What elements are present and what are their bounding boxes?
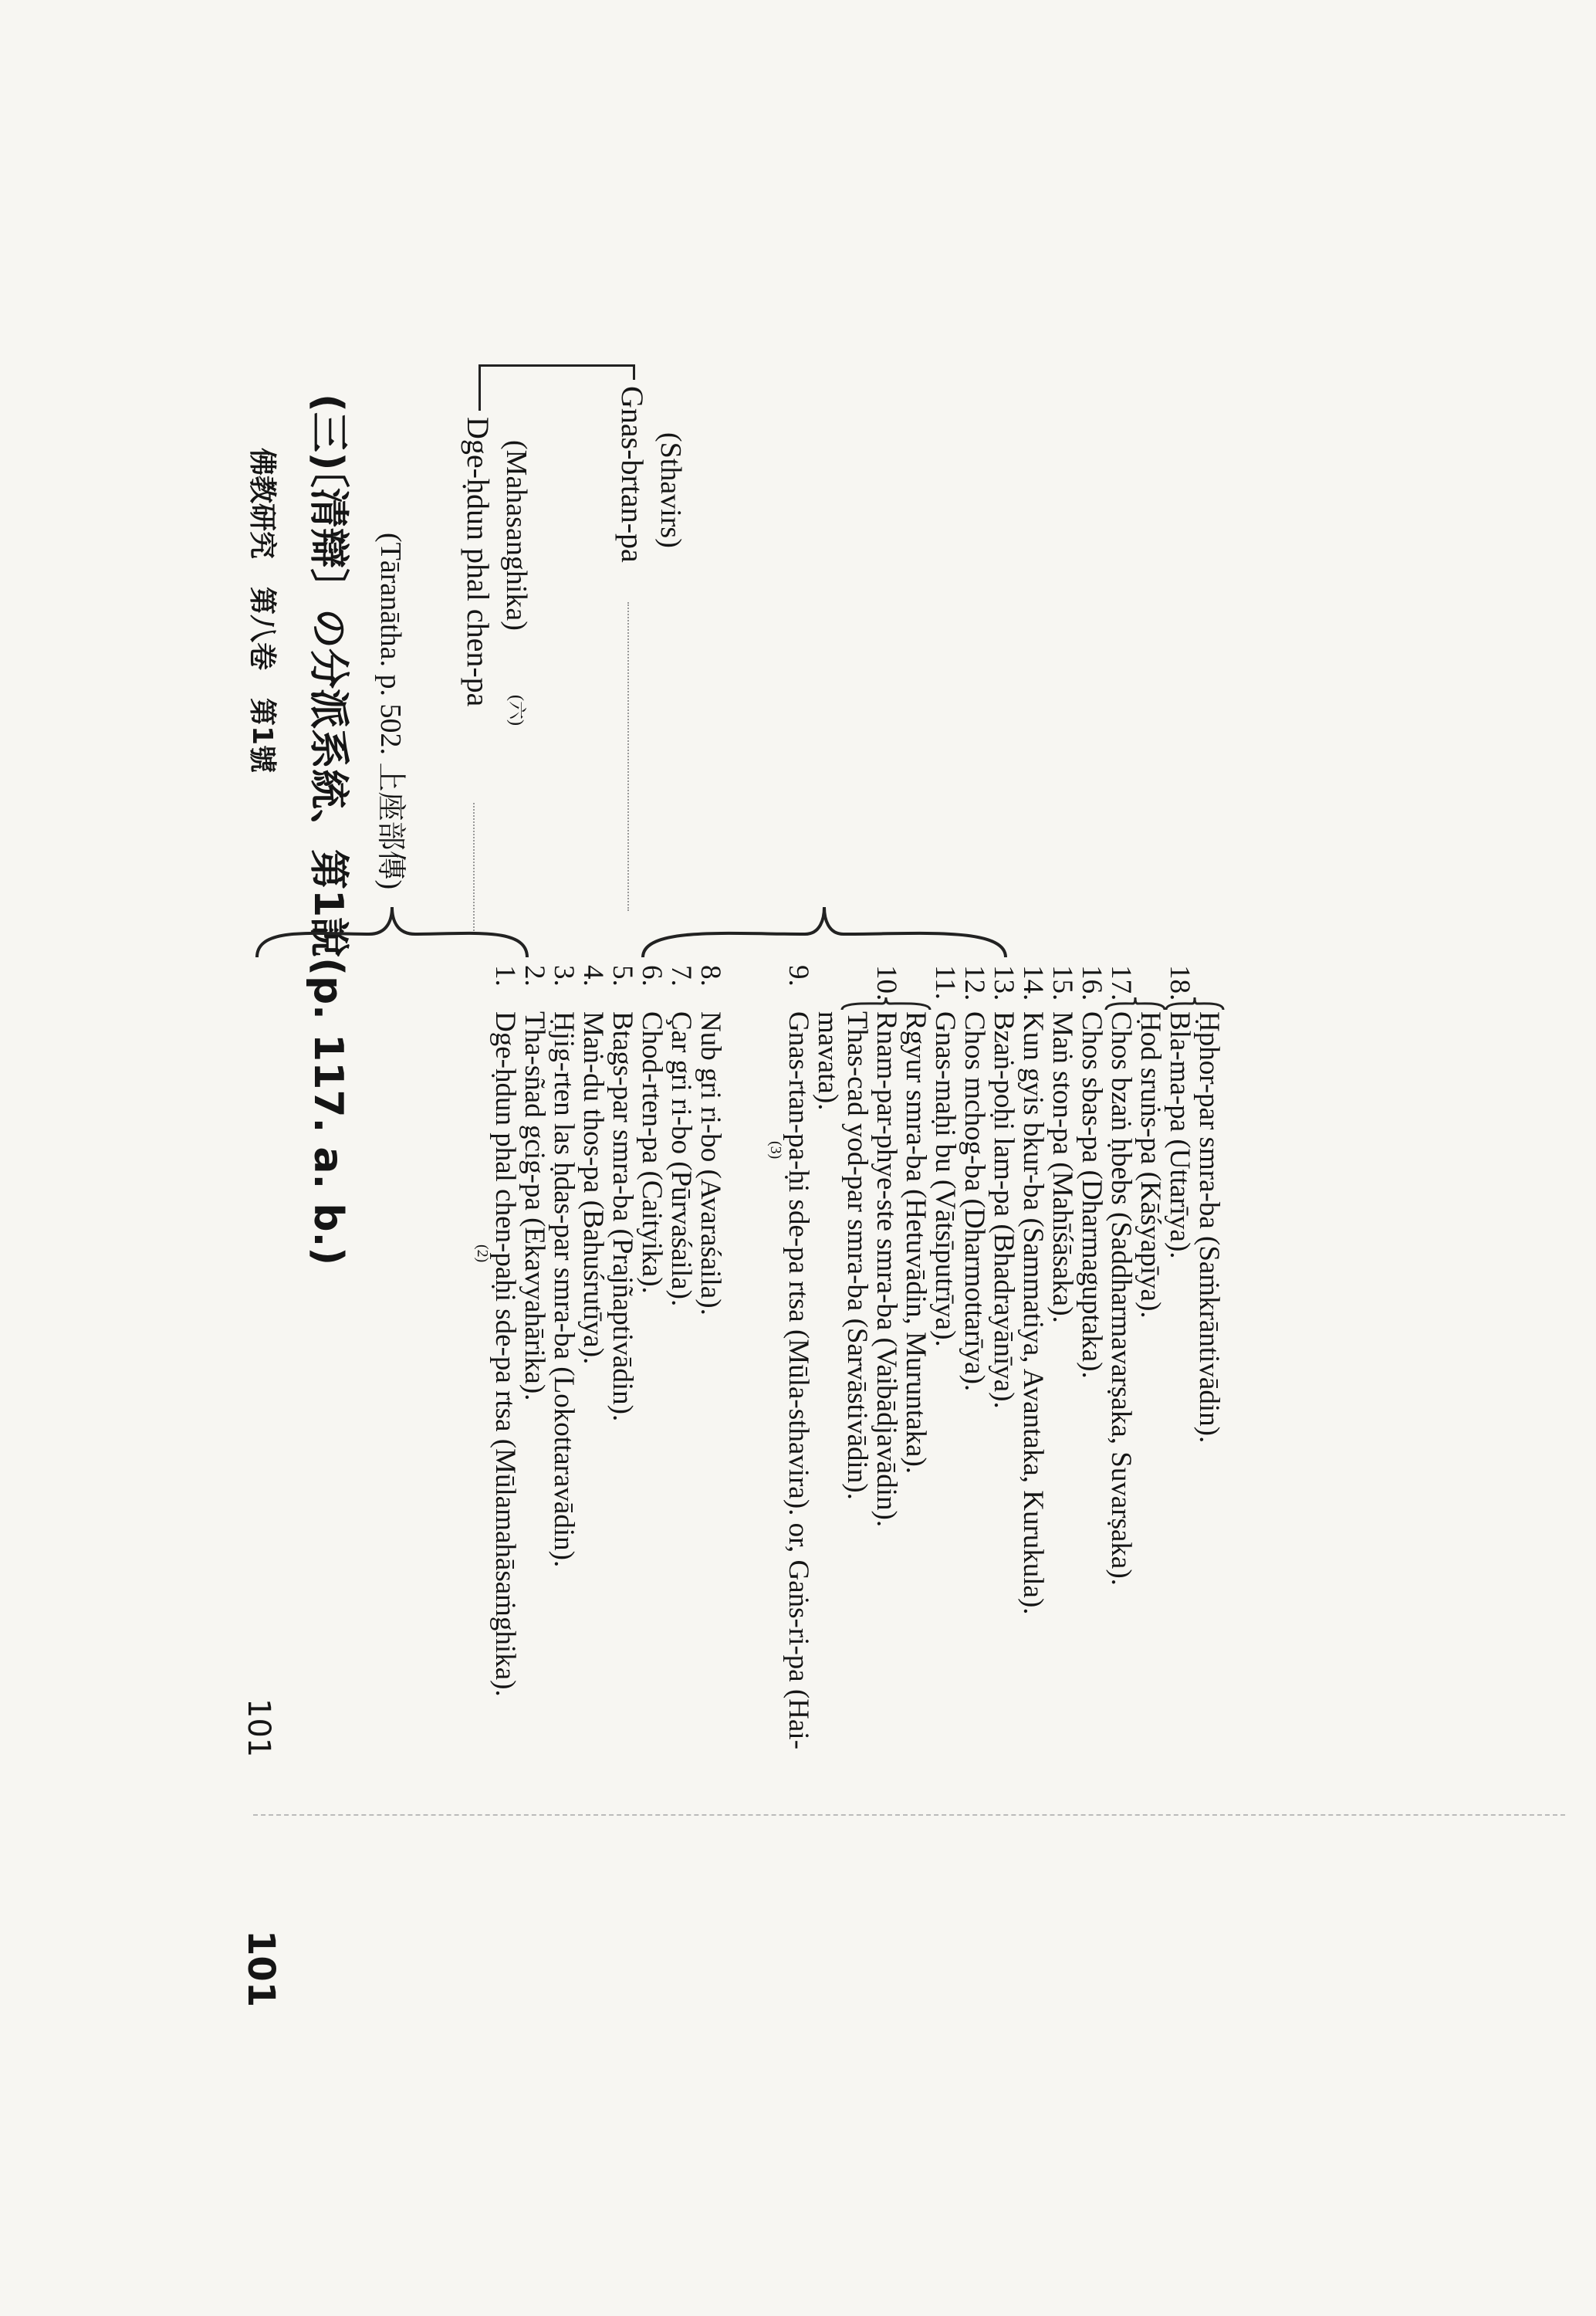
list-item: 14.Kun gyis bkur-ba (Sammatiya, Avantaka, Kurukula). <box>1017 965 1049 1615</box>
list-item: 2.Tha-sñad gcig-pa (Ekavyahārika). <box>519 965 550 1401</box>
mahasanghika-sanskrit: (Mahasanghika) <box>500 440 533 631</box>
list-item: 8.Nub gri ri-bo (Avaraśaila). <box>695 965 726 1315</box>
scan-margin-line <box>253 1814 1565 1816</box>
subtitle: (Tāranātha. p. 502. 上座部傳) <box>374 533 407 890</box>
mahasanghika-brace <box>253 903 531 965</box>
list-item: 18.Bla-ma-pa (Uttarīya). <box>1164 965 1195 1259</box>
list-item: Thas-cad yod-par smra-ba (Sarvāstivādin). <box>841 1011 873 1500</box>
section-title: 〔清辯〕の分派系統、第1說(p. 117. a. b.) <box>305 448 351 1266</box>
sthavira-name: Gnas-brtan-pa <box>615 386 650 563</box>
list-item: 12.Chos mchog-ba (Dharmottarīya). <box>959 965 990 1392</box>
mahasanghika-note: (六) <box>506 695 526 726</box>
page-number-bold: 101 <box>239 1930 282 2008</box>
list-item: 17.Chos bzaṅ ḥbebs (Saddharmavarṣaka, Suvarṣaka). <box>1105 965 1137 1586</box>
sthavira-leader <box>627 602 629 911</box>
page-number-small: 101 <box>241 1698 276 1758</box>
sthavira-sanskrit: (Sthavirs) <box>654 432 687 548</box>
list-item: Ḥod sruṅs-pa (Kāśyapīya). <box>1134 1011 1166 1319</box>
list-item: Ḥphor-par smra-ba (Saṁkrāntivādin). <box>1193 1011 1225 1444</box>
list-item: Rgyur smra-ba (Hetuvādin, Muruntaka). <box>900 1011 932 1475</box>
list-item: 11.Gnas-maḥi bu (Vātsīputrīya). <box>929 965 961 1347</box>
section-mark: (三) <box>305 394 351 471</box>
footnote-mark: (2) <box>474 1244 491 1263</box>
entry-10-brace <box>840 996 932 1011</box>
list-item: 6.Chod-rten-pa (Caityika). <box>636 965 668 1294</box>
list-item: 3.Ḥjig-rten las ḥdas-par smra-ba (Lokottaravādin). <box>548 965 580 1568</box>
sthavira-brace <box>639 903 1009 965</box>
entry-18-brace <box>1164 996 1226 1011</box>
list-item: 9.Gnas-rtan-pa-ḥi sde-pa rtsa (Mūla-sthavira). or, Gaṅs-ri-pa (Hai- <box>783 965 814 1750</box>
list-item: 5.Btags-par smra-ba (Prajñaptivādin). <box>607 965 638 1422</box>
list-item: 7.Çar gri ri-bo (Pūrvaśaila). <box>665 965 697 1307</box>
list-item: 13.Bzaṅ-poḥi lam-pa (Bhadrayānīya). <box>988 965 1019 1409</box>
tree-connector-sthavira <box>633 364 635 380</box>
list-item: 4.Maṅ-du thos-pa (Bahuśrutīya). <box>577 965 609 1365</box>
list-item: mavata). <box>812 1011 844 1111</box>
list-item: 10.Rnam-par-phye-ste smra-ba (Vaibādjavādin). <box>871 965 902 1528</box>
list-item: 1.Dge-ḥdun phal chen-paḥi sde-pa rtsa (Mūlamahāsaṁghika). <box>489 965 521 1697</box>
entry-17-brace <box>1104 996 1167 1011</box>
tree-connector-mahasanghika <box>478 364 481 411</box>
list-item: 15.Maṅ ston-pa (Mahīśāsaka). <box>1047 965 1078 1323</box>
list-item: 16.Chos sbas-pa (Dharmaguptaka). <box>1076 965 1107 1379</box>
journal-header: 佛教研究 第八卷 第1號 <box>246 448 278 774</box>
footnote-mark: (3) <box>767 1141 784 1160</box>
mahasanghika-name: Dge-ḥdun phal chen-pa <box>461 417 495 707</box>
tree-connector-vertical <box>481 364 635 367</box>
